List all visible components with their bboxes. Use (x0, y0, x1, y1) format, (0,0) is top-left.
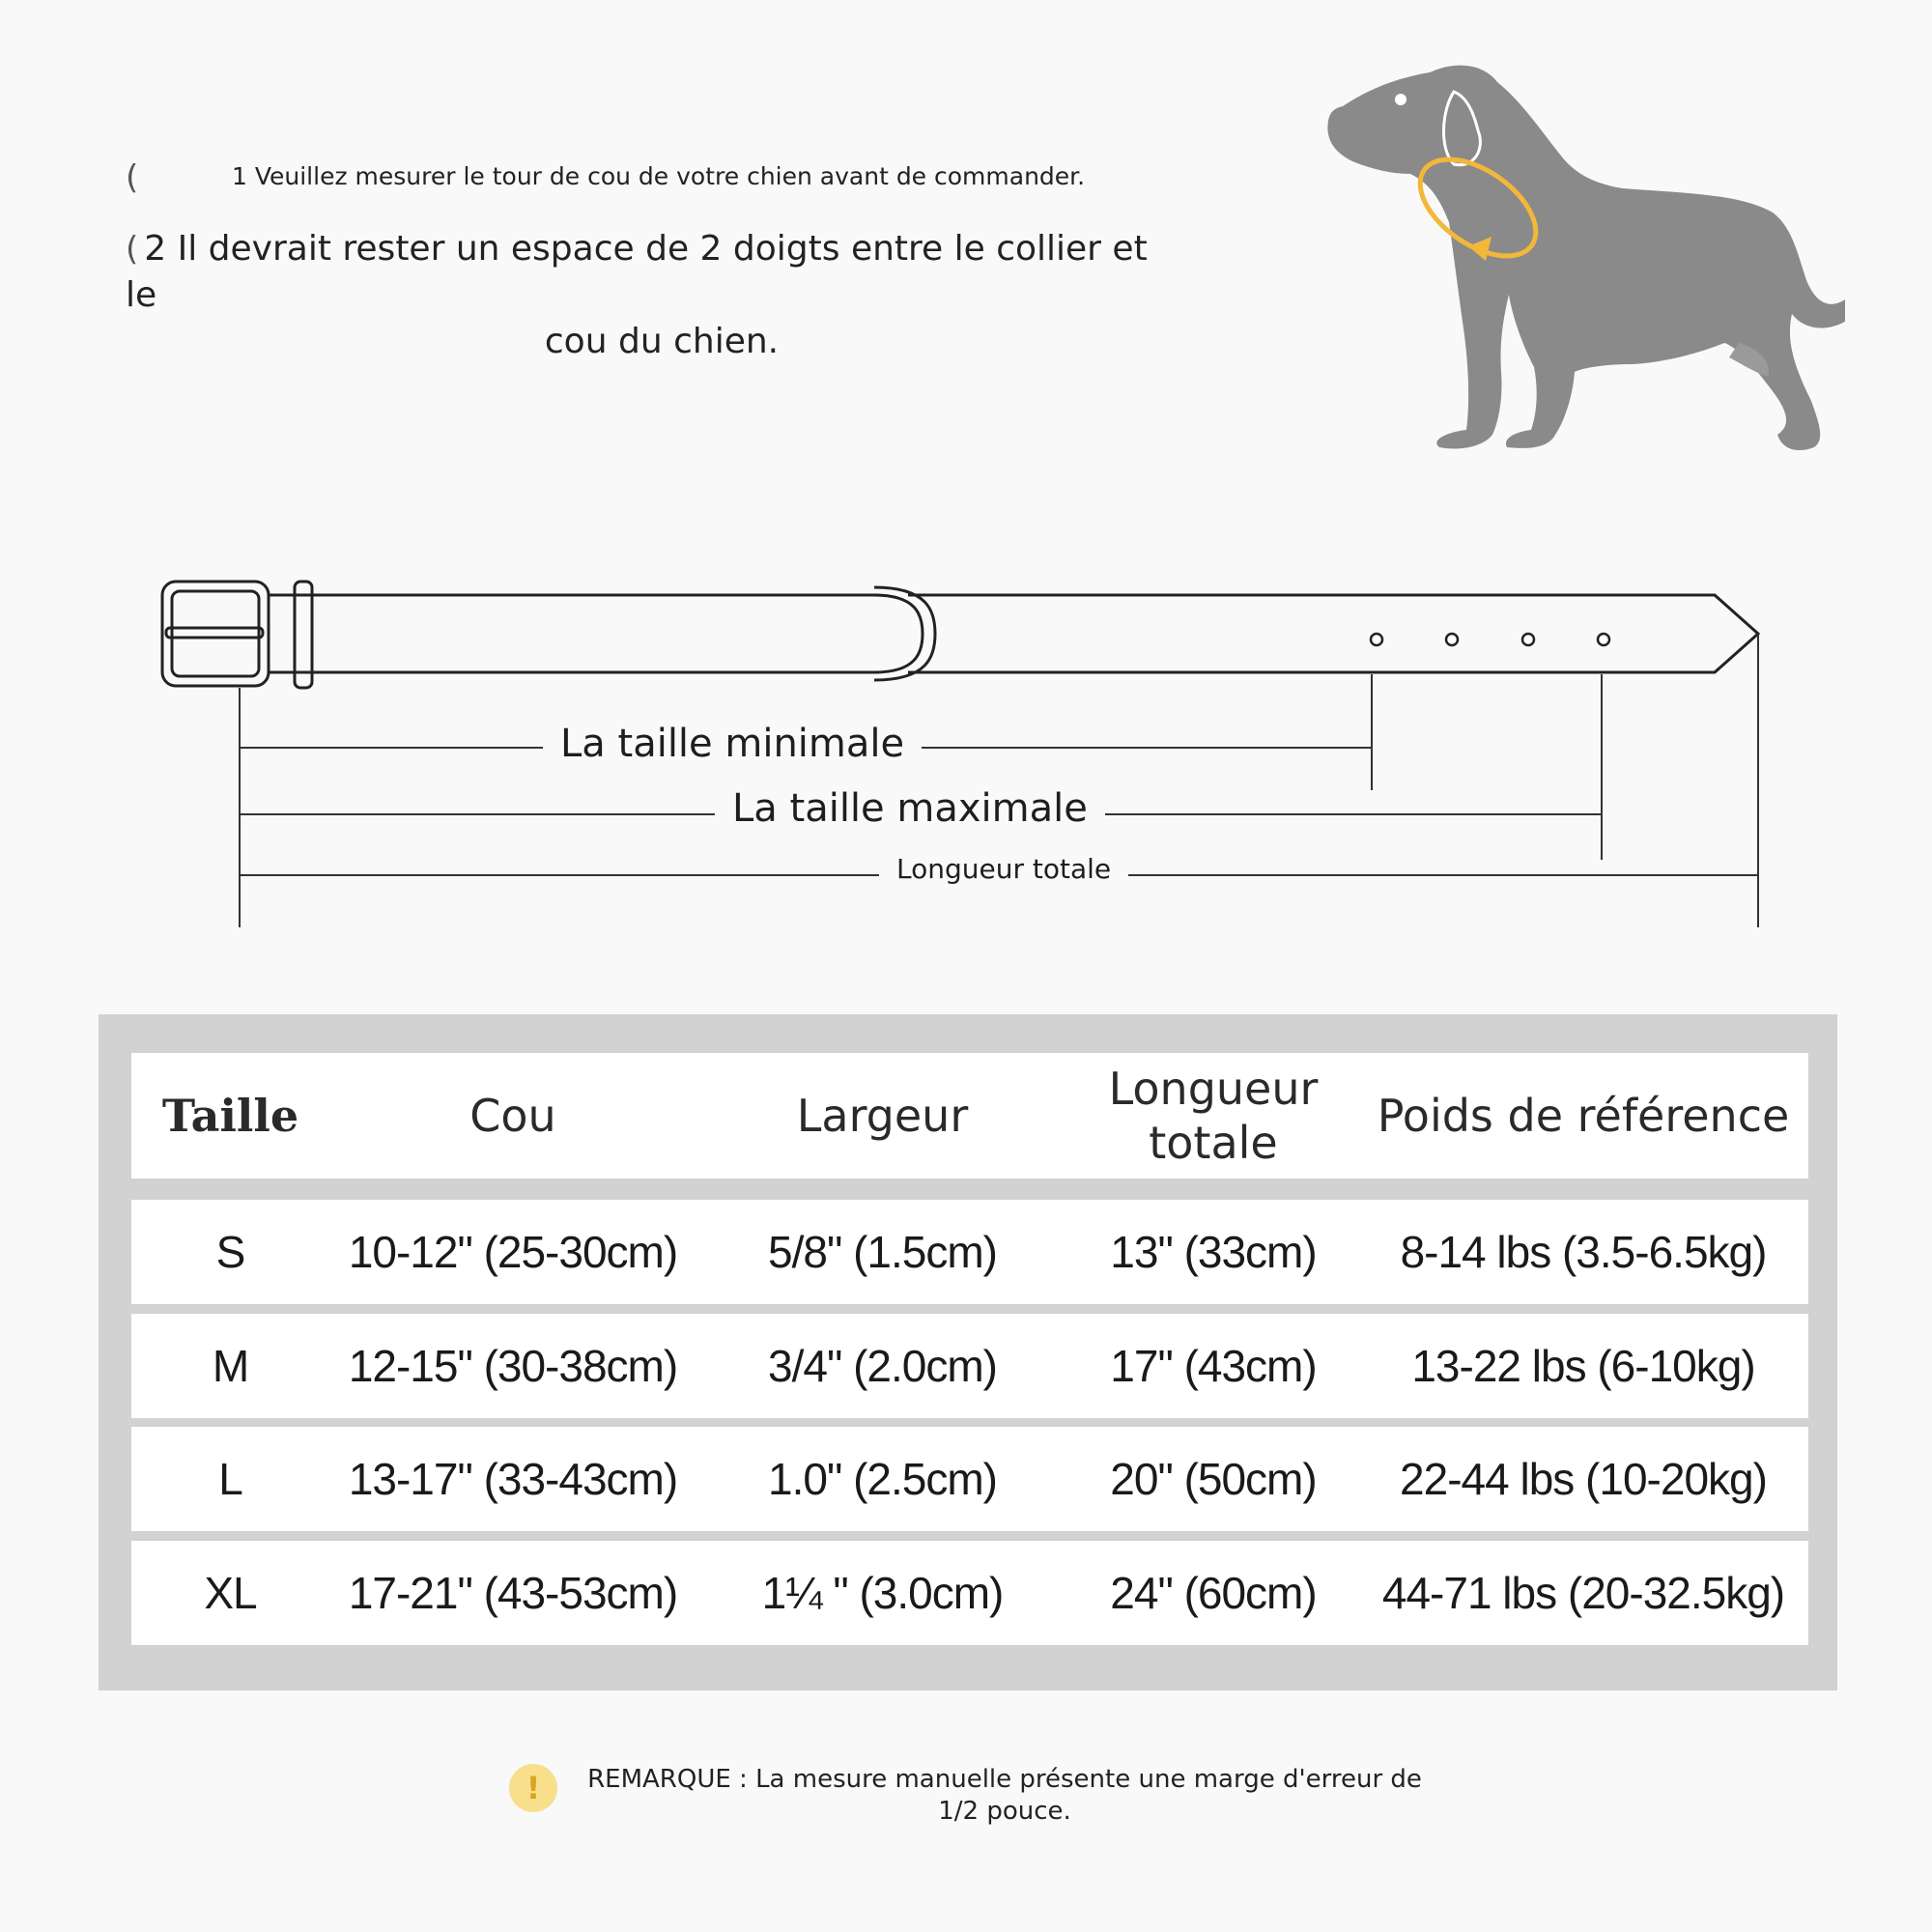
table-row (131, 1427, 1808, 1531)
total-length-label: Longueur totale (879, 856, 1128, 883)
bracket-mark: ( (126, 230, 139, 269)
cell-neck: 17-21" (43-53cm) (348, 1568, 678, 1618)
instruction-1-text: 1 Veuillez mesurer le tour de cou de votre chien avant de commander. (232, 162, 1086, 190)
instruction-1 (126, 158, 1169, 197)
cell-total-length: 13" (33cm) (1110, 1227, 1317, 1277)
cell-width: 3/4" (2.0cm) (768, 1341, 997, 1391)
header-width: Largeur (796, 1090, 969, 1142)
cell-width: 1.0" (2.5cm) (768, 1454, 997, 1504)
cell-total-length: 17" (43cm) (1110, 1341, 1317, 1391)
table-row (131, 1314, 1808, 1418)
cell-size: M (212, 1341, 249, 1391)
cell-size: L (218, 1454, 242, 1504)
cell-weight: 44-71 lbs (20-32.5kg) (1381, 1568, 1785, 1618)
header-weight: Poids de référence (1377, 1090, 1790, 1142)
dog-silhouette-icon (1285, 53, 1845, 469)
cell-neck: 12-15" (30-38cm) (348, 1341, 678, 1391)
header-neck: Cou (469, 1090, 556, 1142)
cell-size: S (215, 1227, 245, 1277)
table-row (131, 1541, 1808, 1645)
min-size-label: La taille minimale (543, 724, 922, 763)
header-total-length: Longueur totale (1108, 1063, 1319, 1169)
table-header-row (131, 1053, 1808, 1179)
header-size: Taille (161, 1090, 299, 1142)
table-row (131, 1200, 1808, 1304)
instruction-2-text-b: cou du chien. (544, 322, 780, 361)
note-text: REMARQUE : La mesure manuelle présente une marge d'erreur de 1/2 pouce. (587, 1765, 1422, 1826)
max-size-label: La taille maximale (715, 789, 1105, 828)
cell-size: XL (204, 1568, 257, 1618)
cell-neck: 13-17" (33-43cm) (348, 1454, 678, 1504)
cell-weight: 22-44 lbs (10-20kg) (1400, 1454, 1767, 1504)
instruction-2 (126, 226, 1169, 365)
bracket-mark: ( (126, 158, 139, 197)
warning-icon: ! (509, 1764, 557, 1812)
instruction-2-text-a: 2 Il devrait rester un espace de 2 doigts entre le collier et le (126, 229, 1148, 315)
cell-total-length: 24" (60cm) (1110, 1568, 1317, 1618)
cell-neck: 10-12" (25-30cm) (348, 1227, 678, 1277)
cell-total-length: 20" (50cm) (1110, 1454, 1317, 1504)
cell-weight: 8-14 lbs (3.5-6.5kg) (1400, 1227, 1767, 1277)
cell-weight: 13-22 lbs (6-10kg) (1411, 1341, 1755, 1391)
cell-width: 5/8" (1.5cm) (768, 1227, 997, 1277)
collar-diagram (0, 560, 1932, 947)
cell-width: 1¼ " (3.0cm) (761, 1568, 1004, 1618)
